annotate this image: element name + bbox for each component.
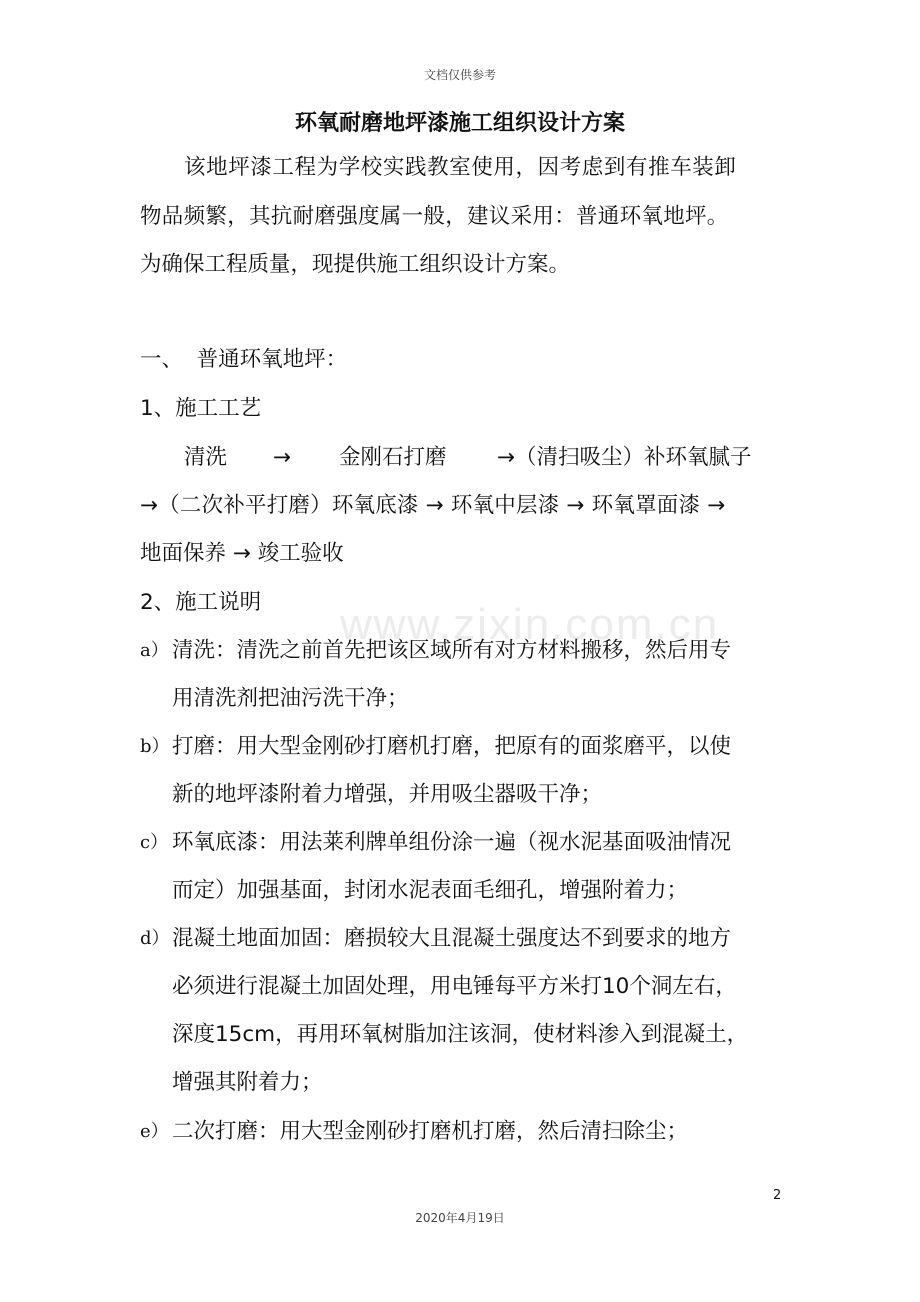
document-title: 环氧耐磨地坪漆施工组织设计方案 — [294, 111, 625, 136]
item-line: 二次打磨：用大型金刚砂打磨机打磨，然后清扫除尘； — [172, 1119, 689, 1144]
item-label: a） — [140, 640, 169, 661]
item-label: d） — [140, 928, 170, 949]
flow-step: 清洗 — [184, 445, 228, 470]
page-header: 文档仅供参考 — [423, 68, 496, 82]
item-line: 混凝土地面加固：磨损较大且混凝土强度达不到要求的地方 — [172, 926, 732, 951]
footer-date: 2020年4月19日 — [415, 1211, 505, 1225]
intro-line: 为确保工程质量，现提供施工组织设计方案。 — [140, 252, 571, 277]
subheading: 1、施工工艺 — [140, 396, 262, 421]
subheading: 2、施工说明 — [140, 590, 262, 615]
item-line: 环氧底漆：用法莱利牌单组份涂一遍（视水泥基面吸油情况 — [172, 830, 732, 855]
item-label: c） — [140, 832, 169, 853]
section-heading: 一、 普通环氧地坪： — [140, 347, 348, 372]
item-line: 而定）加强基面，封闭水泥表面毛细孔，增强附着力； — [172, 878, 689, 903]
item-label: e） — [140, 1121, 169, 1142]
item-line: 深度15cm，再用环氧树脂加注该洞，使材料渗入到混凝土， — [172, 1022, 749, 1047]
flow-arrow: → — [273, 445, 292, 470]
item-line: 打磨：用大型金刚砂打磨机打磨，把原有的面浆磨平，以使 — [172, 734, 732, 759]
flow-step: 金刚石打磨 — [339, 445, 447, 470]
item-line: 用清洗剂把油污洗干净； — [172, 686, 409, 711]
flow-line: →（二次补平打磨）环氧底漆 → 环氧中层漆 → 环氧罩面漆 → — [140, 493, 726, 518]
flow-step: →（清扫吸尘）补环氧腻子 — [497, 445, 752, 470]
item-line: 新的地坪漆附着力增强，并用吸尘器吸干净； — [172, 782, 603, 807]
intro-line: 物品频繁，其抗耐磨强度属一般，建议采用：普通环氧地坪。 — [140, 204, 729, 229]
item-line: 必须进行混凝土加固处理，用电锤每平方米打10个洞左右， — [172, 974, 737, 999]
intro-line: 该地坪漆工程为学校实践教室使用，因考虑到有推车装卸 — [184, 155, 737, 180]
item-line: 清洗：清洗之前首先把该区域所有对方材料搬移，然后用专 — [172, 638, 732, 663]
watermark: www.zixin.com.cn — [340, 600, 720, 649]
page-number: 2 — [773, 1188, 782, 1203]
item-line: 增强其附着力； — [172, 1070, 323, 1095]
flow-line: 地面保养 → 竣工验收 — [140, 541, 344, 566]
item-label: b） — [140, 736, 170, 757]
